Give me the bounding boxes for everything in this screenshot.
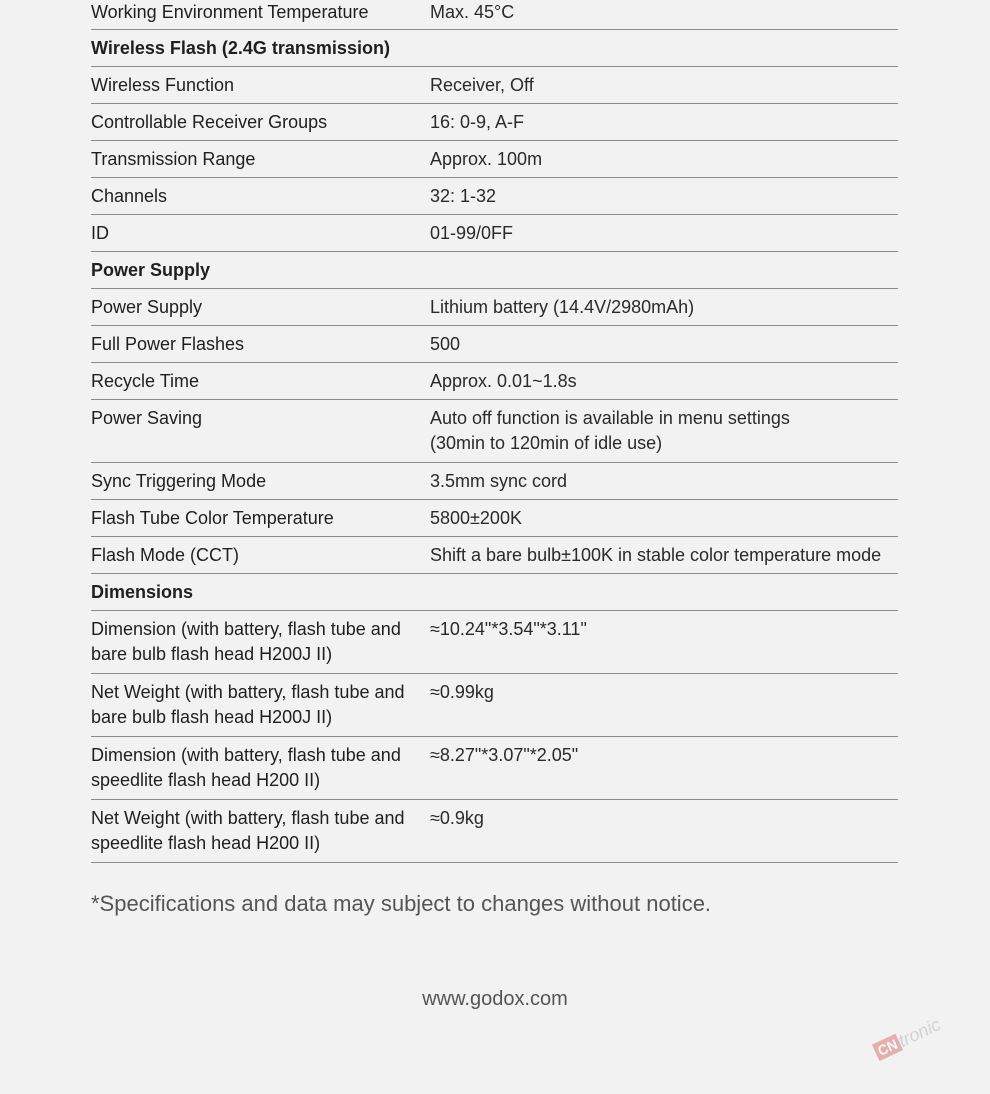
spec-label: Recycle Time — [91, 371, 200, 391]
spec-label-line: Dimension (with battery, flash tube and — [91, 619, 401, 639]
spec-row — [91, 800, 898, 863]
spec-value: 32: 1-32 — [430, 186, 497, 206]
disclaimer-note: *Specifications and data may subject to changes without notice. — [91, 891, 712, 916]
spec-value: 5800±200K — [430, 508, 522, 528]
spec-row — [91, 400, 898, 463]
spec-value: Shift a bare bulb±100K in stable color temperature mode — [430, 545, 882, 565]
spec-row — [91, 289, 898, 326]
spec-value — [430, 400, 898, 462]
section-header — [91, 252, 898, 289]
spec-row — [91, 104, 898, 141]
spec-label-line: speedlite flash head H200 II) — [91, 833, 321, 853]
spec-value: ≈0.9kg — [430, 808, 484, 828]
spec-value: ≈0.99kg — [430, 682, 494, 702]
website-link[interactable]: www.godox.com — [422, 988, 568, 1010]
spec-row — [91, 674, 898, 737]
spec-label — [91, 737, 430, 799]
spec-label-line: Dimension (with battery, flash tube and — [91, 745, 401, 765]
spec-row — [91, 363, 898, 400]
watermark-box: CN — [872, 1034, 903, 1061]
section-header — [91, 574, 898, 611]
spec-value: Approx. 0.01~1.8s — [430, 371, 577, 391]
spec-row — [91, 537, 898, 574]
spec-label: Power Saving — [91, 408, 203, 428]
spec-row — [91, 0, 898, 30]
spec-label: Full Power Flashes — [91, 334, 245, 354]
spec-label: Flash Mode (CCT) — [91, 545, 240, 565]
spec-row — [91, 500, 898, 537]
watermark-logo — [872, 1005, 979, 1090]
spec-value: Approx. 100m — [430, 149, 543, 169]
spec-value: 3.5mm sync cord — [430, 471, 568, 491]
section-title: Wireless Flash (2.4G transmission) — [91, 38, 390, 58]
spec-row — [91, 67, 898, 104]
spec-label: Flash Tube Color Temperature — [91, 508, 334, 528]
spec-label — [91, 800, 430, 862]
spec-value: ≈8.27"*3.07"*2.05" — [430, 745, 579, 765]
spec-value: ≈10.24"*3.54"*3.11" — [430, 619, 587, 639]
spec-value-line: (30min to 120min of idle use) — [430, 433, 663, 453]
spec-row — [91, 178, 898, 215]
spec-row — [91, 611, 898, 674]
spec-label-line: Net Weight (with battery, flash tube and — [91, 682, 405, 702]
spec-value: 16: 0-9, A-F — [430, 112, 525, 132]
spec-row — [91, 326, 898, 363]
spec-label: Channels — [91, 186, 168, 206]
spec-label-line: Net Weight (with battery, flash tube and — [91, 808, 405, 828]
spec-label: Sync Triggering Mode — [91, 471, 267, 491]
section-header — [91, 30, 898, 67]
spec-value: Max. 45°C — [430, 2, 515, 22]
spec-label: Working Environment Temperature — [91, 2, 369, 22]
spec-label — [91, 611, 430, 673]
watermark-text: tronic — [895, 1014, 944, 1051]
spec-value: Lithium battery (14.4V/2980mAh) — [430, 297, 695, 317]
spec-label: Wireless Function — [91, 75, 235, 95]
section-title: Dimensions — [91, 582, 194, 602]
spec-label: Transmission Range — [91, 149, 256, 169]
spec-row — [91, 463, 898, 500]
spec-value-line: Auto off function is available in menu settings — [430, 408, 790, 428]
spec-value: 01-99/0FF — [430, 223, 514, 243]
spec-label-line: bare bulb flash head H200J II) — [91, 707, 333, 727]
spec-row — [91, 737, 898, 800]
spec-label: Controllable Receiver Groups — [91, 112, 328, 132]
spec-label: Power Supply — [91, 297, 203, 317]
spec-row — [91, 141, 898, 178]
spec-label-line: speedlite flash head H200 II) — [91, 770, 321, 790]
section-title: Power Supply — [91, 260, 211, 280]
spec-label-line: bare bulb flash head H200J II) — [91, 644, 333, 664]
spec-table — [91, 0, 898, 863]
spec-row — [91, 215, 898, 252]
spec-value: 500 — [430, 334, 461, 354]
spec-label — [91, 674, 430, 736]
spec-label: ID — [91, 223, 109, 243]
spec-value: Receiver, Off — [430, 75, 534, 95]
